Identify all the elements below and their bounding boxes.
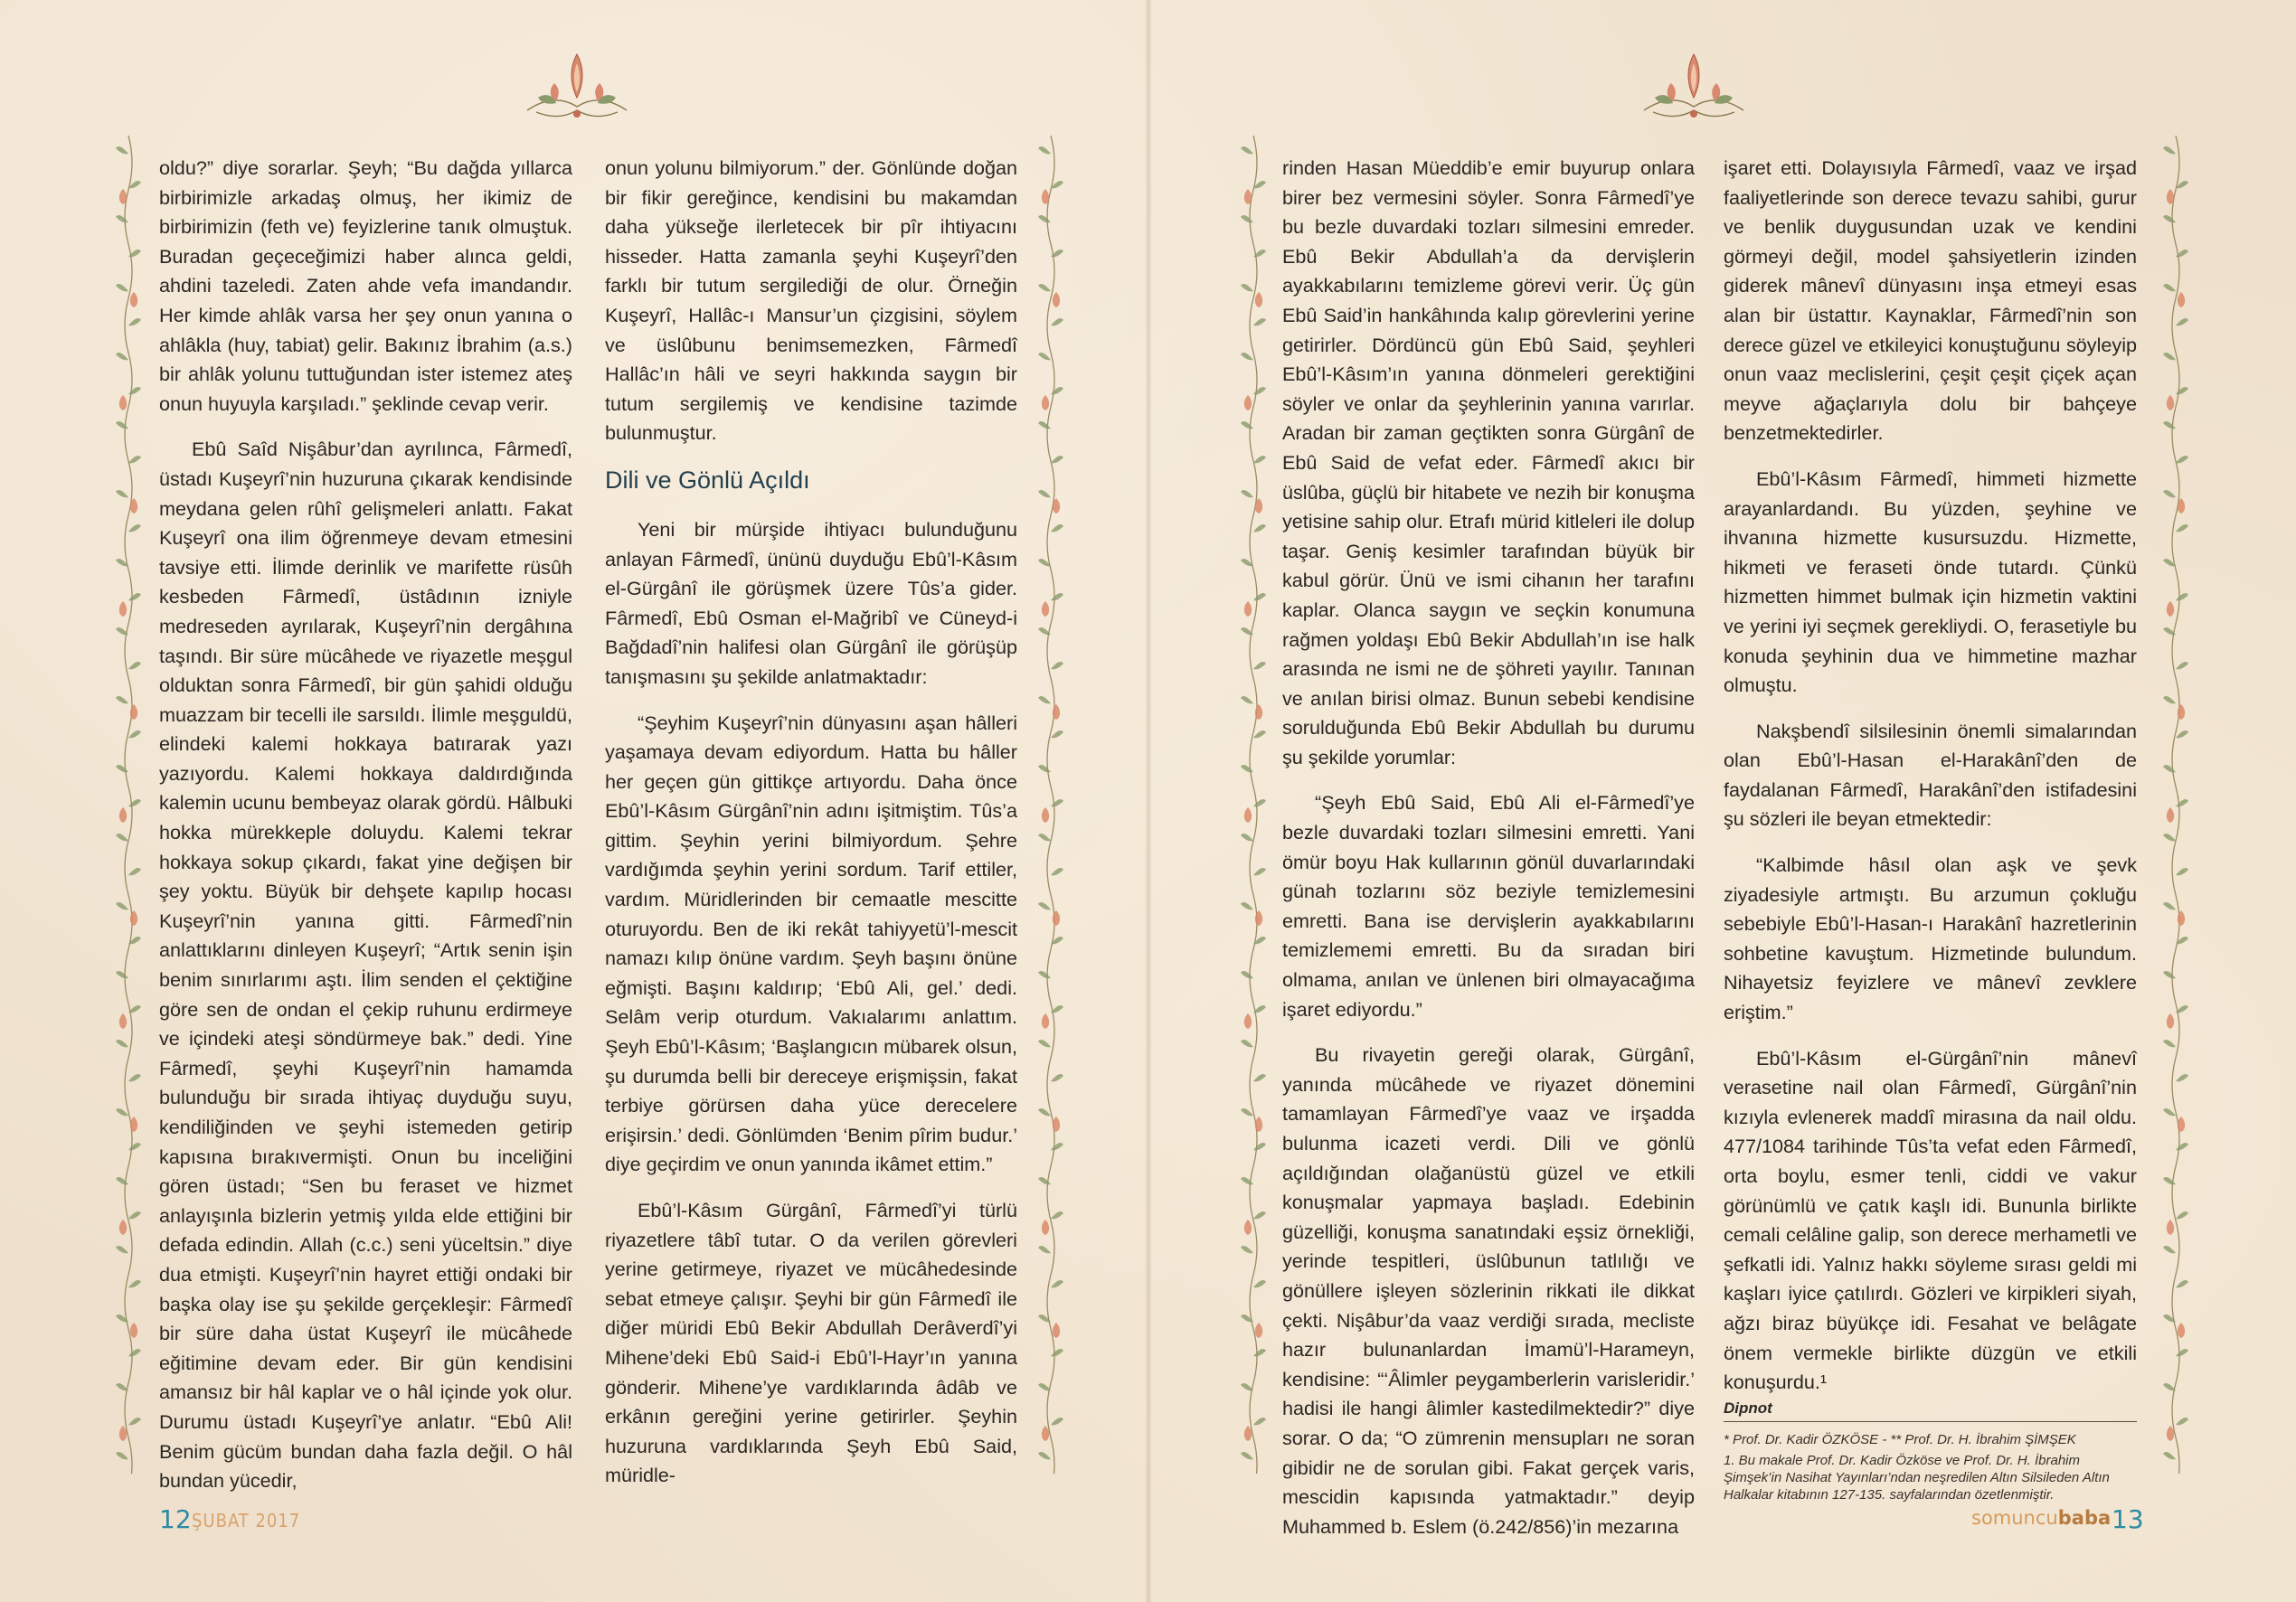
quote-paragraph: “Şeyhim Kuşeyrî’nin dünyasını aşan hâlleri yaşamaya devam ediyordum. Hatta bu hâller her geçen gün gittikçe artıyordu. Daha önce Ebû’l-Kâsım Gürgânî’nin adını işitmiştim. Tûs’a gittim. Şeyhin yerini bilmiyordum. Şehre vardığımda şeyhin yerini sordum. Tarif ettiler, vardım. Müridlerinden bir cemaatle mescitte oturuyordu. Ben de iki rekât tahiyyetü’l-mescit namazı kılıp önüne vardım. Şeyh başını önüne eğmişti. Başını kaldırıp; ‘Ebû Ali, gel.’ dedi. Selâm verip oturdum. Vakıalarımı anlattım. Şeyh Ebû’l-Kâsım; ‘Başlangıcın mübarek olsun, şu durumda belli bir dereceye erişmişsin, fakat terbiye görürsen daha yüce derecelere erişirsin.’ dedi. Gönlümden ‘Benim pîrim budur.’ diye geçirdim ve onun yanında ikâmet ettim.” [605, 711, 1017, 1176]
issue-date: ŞUBAT 2017 [192, 1510, 301, 1531]
brand-part-2: baba [2057, 1507, 2112, 1529]
paragraph: Bu rivayetin gereği olarak, Gürgânî, yanında mücâhede ve riyazet dönemini tamamlayan Fârmedî’ye vaaz ve irşadda bulunma icazeti verdi. Dili ve gönlü açıldığından olağanüstü güzel ve etkili konuşmalar yapmaya başladı. Edebinin güzelliği, konuşma sanatındaki eşsiz örnekliği, yerinde tespitleri, üslûbunun tatlılığı ve gönüllere işleyen sözlerinin rikkati ile dikkat çekti. Nişâbur’da vaaz verdiği sırada, mecliste hazır bulunanlardan İmamü’l-Harameyn, kendisine: “‘Âlimler peygamberlerin varisleridir.’ hadisi ile hangi âlimler kastedilmektedir?” diye sorar. O da; “O zümrenin mensupları ne soran gibidir ne de sorulan gibi. Fakat gerçek varis, mescidin kapısında yatmaktadır.” deyip Muhammed b. Eslem (ö.242/856)’in mezarına [1282, 1043, 1695, 1538]
brand-part-1: somuncu [1971, 1507, 2058, 1529]
article-column-1 [159, 154, 572, 1512]
paragraph: onun yolunu bilmiyorum.” der. Gönlünde doğan bir fikir gereğince, kendisini bu makamdan daha yükseğe ilerletecek bir pîr ihtiyacını hisseder. Hatta zamanla şeyhi Kuşeyrî’den farklı bir tutum sergilediği de olur. Örneğin Kuşeyrî, Hallâc-ı Mansur’un çizgisini, söylem ve üslûbunu benimsemezken, Fârmedî Hallâc’ın hâli ve seyri hakkında saygın bir tutum sergilemiş ve kendisine tazimde bulunmuştur. [605, 156, 1017, 445]
paragraph: Yeni bir mürşide ihtiyacı bulunduğunu anlayan Fârmedî, ününü duyduğu Ebû’l-Kâsım el-Gürgânî ile görüşmek üzere Tûs’a gider. Fârmedî, Ebû Osman el-Mağribî ve Cüneyd-i Bağdadî’nin halifesi olan Gürgânî ile görüşüp tanışmasını şu şekilde anlatmaktadır: [605, 517, 1017, 688]
page-number-right: 13 [2112, 1504, 2144, 1534]
paragraph: Ebû Saîd Nişâbur’dan ayrılınca, Fârmedî, üstadı Kuşeyrî’nin huzuruna çıkarak kendisinde meydana gelen rûhî gelişmeleri anlattı. Fakat Kuşeyrî ona ilim öğrenmeye devam etmesini tavsiye etti. İlimde derinlik ve marifette rüsûh kesbeden Fârmedî, üstâdının izniyle medreseden ayrılarak, Kuşeyrî’nin dergâhına taşındı. Bir süre mücâhede ve riyazetle meşgul olduktan sonra Fârmedî, bir gün şahidi olduğu muazzam bir tecelli ile sarsıldı. İlimle meşguldü, elindeki kalemi hokkaya batırarak yazı yazıyordu. Kalemi hokkaya daldırdığında kalemin ucunu bembeyaz olarak gördü. Hâlbuki hokka mürekkeple doluydu. Kalemi tekrar hokkaya sokup çıkardı, fakat yine değişen bir şey yoktu. Büyük bir dehşete kapılıp hocası Kuşeyrî’nin yanına gitti. Fârmedî’nin anlattıklarını dinleyen Kuşeyrî; “Artık senin işin benim sınırlarımı aştı. İlim senden el çektiğine göre sen de ondan el çekip ruhunu erdirmeye ve içindeki ateşi söndürmeye bak.” dedi. Yine Fârmedî, şeyhi Kuşeyrî’nin hamamda bulunduğu bir sırada ihtiyaç duyduğu suyu, kendiliğinden ve şeyhi istemeden getirip kapısına bırakıvermişti. Onun bu inceliğini gören üstadı; “Sen bu feraset ve hizmet anlayışınla bizlerin yetmiş yılda elde ettiğini bir defada edindin. Allah (c.c.) seni yüceltsin.” diye dua etmişti. Kuşeyrî’nin hayret ettiği ondaki bir başka olay ise şu şekilde gerçekleşir: Fârmedî bir süre daha üstat Kuşeyrî ile mücâhede eğitimine devam eder. Bir gün kendisini amansız bir hâl kaplar ve o hâl içinde yok olur. Durumu üstadı Kuşeyrî’ye anlatır. “Ebû Ali! Benim gücüm bundan daha fazla değil. O hâl bundan yücedir, [159, 438, 572, 1493]
paragraph: Ebû’l-Kâsım el-Gürgânî’nin mânevî verasetine nail olan Fârmedî, Gürgânî’nin kızıyla evlenerek maddî mirasına da nail oldu. 477/1084 tarihinde Tûs’ta vefat eden Fârmedî, orta boylu, esmer tenli, ciddi ve vakur görünümlü ve çatık kaşlı idi. Bununla birlikte cemali celâline galip, son derece merhametli ve şefkatli idi. Yalnız hakkı söyleme sırası geldi mi kaşları iyice çatılırdı. Gözleri ve kirpikleri siyah, ağzı biraz büyükçe idi. Fesahat ve belâgate önem vermekle birlikte düzgün ve etkili konuşurdu.¹ [1724, 1046, 2137, 1394]
article-column-2 [605, 154, 1017, 1507]
page-number-left: 12 [159, 1504, 192, 1534]
paragraph: Ebû’l-Kâsım Fârmedî, himmeti hizmette arayanlardandı. Bu yüzden, şeyhine ve ihvanına hizmette kusursuzdu. Hizmette, hikmeti ve feraseti önde tutardı. Çünkü hizmetten himmet bulmak için hizmetin vaktini ve yerini iyi seçmek gerekliydi. O, ferasetiyle bu konuda şeyhinin dua ve himmetine mazhar olmuştu. [1724, 466, 2137, 697]
floral-vine-border [1035, 136, 1067, 1474]
section-heading: Dili ve Gönlü Açıldı [605, 466, 810, 494]
magazine-brand [1971, 1507, 2111, 1529]
quote-paragraph: “Kalbimde hâsıl olan aşk ve şevk ziyadesiyle artmıştı. Bu arzumun çokluğu sebebiyle Ebû’l-Hasan-ı Harakânî hazretlerinin sohbetine kavuştum. Hizmetinde bulundum. Nihayetsiz feyizlere ve mânevî zevklere eriştim.” [1724, 853, 2137, 1024]
floral-ornament-icon [1635, 47, 1753, 128]
footnote-1: 1. Bu makale Prof. Dr. Kadir Özköse ve Prof. Dr. H. İbrahim Şimşek’in Nasihat Yayınları’ndan neşredilen Altın Silsileden Altın Halkalar kitabının 127-135. sayfalarından özetlenmiştir. [1724, 1452, 2110, 1503]
paragraph: Nakşbendî silsilesinin önemli simalarından olan Ebû’l-Hasan el-Harakânî’den de faydalanan Fârmedî, Harakânî’den istifadesini şu sözleri ile beyan etmektedir: [1724, 719, 2137, 831]
floral-vine-border [112, 136, 145, 1474]
footnote-heading: Dipnot [1724, 1399, 2137, 1422]
article-column-4 [1724, 154, 2137, 1503]
paragraph: işaret etti. Dolayısıyla Fârmedî, vaaz ve irşad faaliyetlerinde son derece tevazu sahibi, gurur ve benlik duygusundan uzak ve kendini görmeyi değil, model şahsiyetlerin izinden giderek mânevî dünyasını inşa etmeyi esas alan bir üstattır. Kaynaklar, Fârmedî’nin son derece güzel ve etkileyici konuştuğunu söyleyip onun vaaz meclislerini, çeşit çeşit çiçek açan meyve ağaçlarıyla dolu bir bahçeye benzetmektedirler. [1724, 156, 2137, 445]
floral-vine-border [1237, 136, 1270, 1474]
footnote-authors: * Prof. Dr. Kadir ÖZKÖSE - ** Prof. Dr. H. İbrahim ŞİMŞEK [1724, 1431, 2076, 1447]
spine-gutter [1145, 0, 1152, 1602]
quote-paragraph: “Şeyh Ebû Said, Ebû Ali el-Fârmedî’ye bezle duvardaki tozları silmesini emretti. Yani ömür boyu Hak kullarının gönül duvarlarındaki günah tozlarını söz beziyle temizlemesini emretti. Bana ise dervişlerin ayakkabılarını temizlememi emretti. Bu da sıradan biri olmama, anılan ve ünlenen biri olmayacağıma işaret ediyordu.” [1282, 791, 1695, 1021]
article-column-3 [1282, 154, 1695, 1558]
paragraph: oldu?” diye sorarlar. Şeyh; “Bu dağda yıllarca birbirimizle arkadaş olmuş, her ikimiz de birbirimizin (feth ve) feyizlerine tanık olmuştuk. Buradan geçeceğimizi haber alınca geldi, ahdini tazeledi. Zaten ahde vefa imandandır. Her kimde ahlâk varsa her şey onun yanına o ahlâkla (huy, tabiat) gelir. Bakınız İbrahim (a.s.) bir ahlâk yolunu tuttuğundan ister istemez ateş onun huyuyla karşıladı.” şeklinde cevap verir. [159, 156, 572, 415]
paragraph: Ebû’l-Kâsım Gürgânî, Fârmedî’yi türlü riyazetlere tâbî tutar. O da verilen görevleri yerine getirmeye, riyazet ve mücâhedesinde sebat etmeye çalışır. Şeyhi bir gün Fârmedî ile diğer müridi Ebû Bekir Abdullah Derâverdî’yi Mihene’deki Ebû Said-i Ebû’l-Hayr’ın yanına gönderir. Mihene’ye vardıklarında âdâb ve erkânın gereğini yerine getirirler. Şeyhin huzuruna vardıklarında Şeyh Ebû Said, müridle- [605, 1199, 1017, 1487]
floral-vine-border [2159, 136, 2192, 1474]
paragraph: rinden Hasan Müeddib’e emir buyurup onlara birer bez vermesini söyler. Sonra Fârmedî’ye bu bezle duvardaki tozları silmesini emreder. Ebû Bekir Abdullah’a da dervişlerin ayakkabılarını temizleme görevi verir. Üç gün Ebû Said’in hankâhında kalıp görevlerini yerine getirirler. Dördüncü gün Ebû Said, şeyhleri Ebû’l-Kâsım’ın yanına dönmeleri gerektiğini söyler ve onlar da şeyhlerinin yanına varırlar. Aradan bir zaman geçtikten sonra Gürgânî de Ebû Said de vefat eder. Fârmedî akıcı bir üslûba, güçlü bir hitabete ve nezih bir konuşma yetisine sahip olur. Etrafı mürid kitleleri ile dolup taşar. Geniş kesimler tarafından büyük bir kabul görür. Ünü ve ismi cihanın her tarafını kaplar. Olanca saygın ve seçkin konumuna rağmen yoldaşı Ebû Bekir Abdullah’ın ise halk arasında ne ismi ne de şöhreti yayılır. Tanınan ve anılan birisi olmaz. Bunun sebebi kendisine sorulduğunda Ebû Bekir Abdullah bu durumu şu şekilde yorumlar: [1282, 156, 1695, 768]
floral-ornament-icon [518, 47, 636, 128]
